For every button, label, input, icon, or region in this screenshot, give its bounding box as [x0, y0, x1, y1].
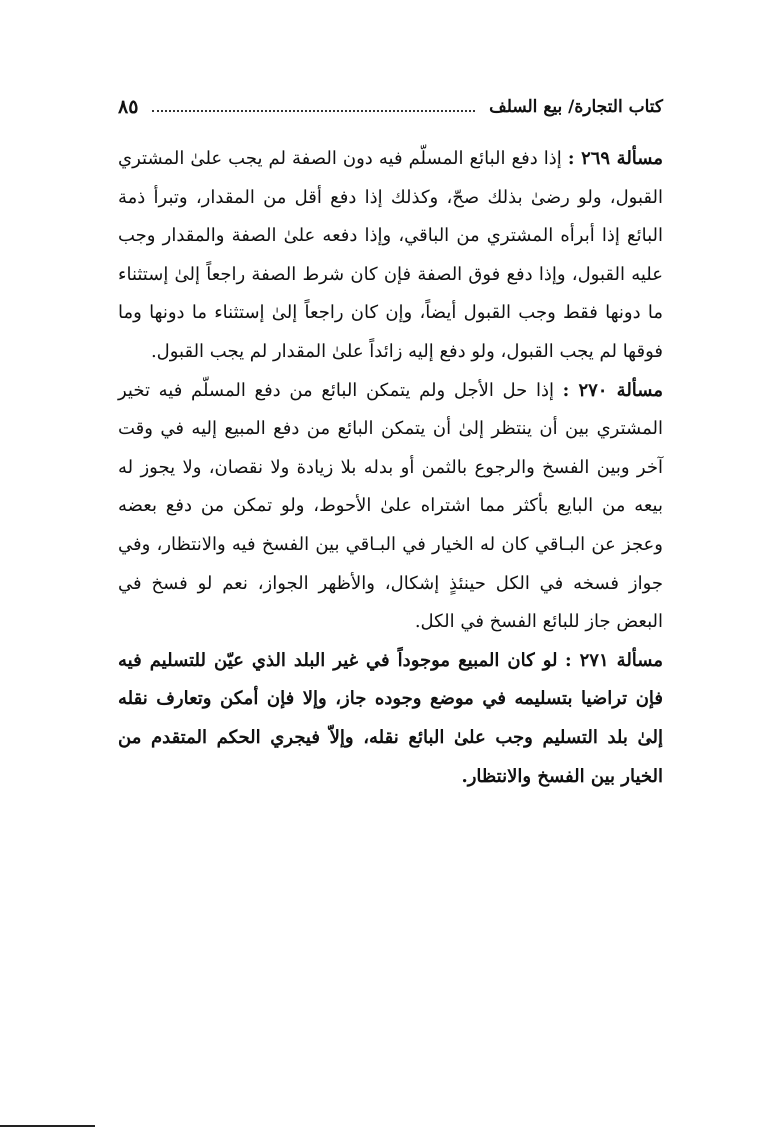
header-title: كتاب التجارة/ بيع السلف — [489, 97, 663, 117]
issue-270-paragraph — [118, 372, 663, 642]
issue-269-label: مسألة ٢٦٩ : — [567, 148, 663, 169]
page-bottom-rule — [0, 1125, 95, 1127]
issue-271-paragraph — [118, 642, 663, 796]
page-number: ٨٥ — [118, 96, 139, 118]
header-dot-leader — [152, 110, 475, 112]
issue-269-text: إذا دفع البائع المسلّم فيه دون الصفة لم يجب علىٰ المشتري القبول، ولو رضىٰ بذلك صحّ، وكذلك إذا دفع أقل من المقدار، وتبرأ ذمة البائع إذا أبرأه المشتري من الباقي، وإذا دفعه علىٰ الصفة والمقدار وجب عليه القبول، وإذا دفع فوق الصفة فإن كان شرط الصفة راجعاً إلىٰ إستثناء ما دونها فقط وجب القبول أيضاً، وإن كان راجعاً إلىٰ إستثناء ما دونها وما فوقها لم يجب القبول، ولو دفع إليه زائداً علىٰ المقدار لم يجب القبول. — [118, 148, 663, 362]
running-header — [118, 92, 663, 122]
issue-270-text: إذا حل الأجل ولم يتمكن البائع من دفع المسلّم فيه تخير المشتري بين أن ينتظر إلىٰ أن يتمكن البائع من دفع المبيع إليه في وقت آخر وبين الفسخ والرجوع بالثمن أو بدله بلا زيادة ولا نقصان، ولا يجوز له بيعه من البايع بأكثر مما اشتراه علىٰ الأحوط، ولو تمكن من دفع بعضه وعجز عن البـاقي كان له الخيار في البـاقي بين الفسخ فيه والانتظار، وفي جواز فسخه في الكل حينئذٍ إشكال، والأظهر الجواز، نعم لو فسخ في البعض جاز للبائع الفسخ في الكل. — [118, 379, 663, 633]
issue-270-label: مسألة ٢٧٠ : — [562, 379, 663, 401]
issue-271-label: مسألة ٢٧١ : — [564, 649, 663, 671]
issue-269-paragraph — [118, 140, 663, 372]
body-text — [118, 140, 663, 796]
issue-271-text: لو كان المبيع موجوداً في غير البلد الذي عيّن للتسليم فيه فإن تراضيا بتسليمه في موضع وجوده جاز، وإلا فإن أمكن وتعارف نقله إلىٰ بلد التسليم وجب علىٰ البائع نقله، وإلاّ فيجري الحكم المتقدم من الخيار بين الفسخ والانتظار. — [118, 649, 663, 787]
